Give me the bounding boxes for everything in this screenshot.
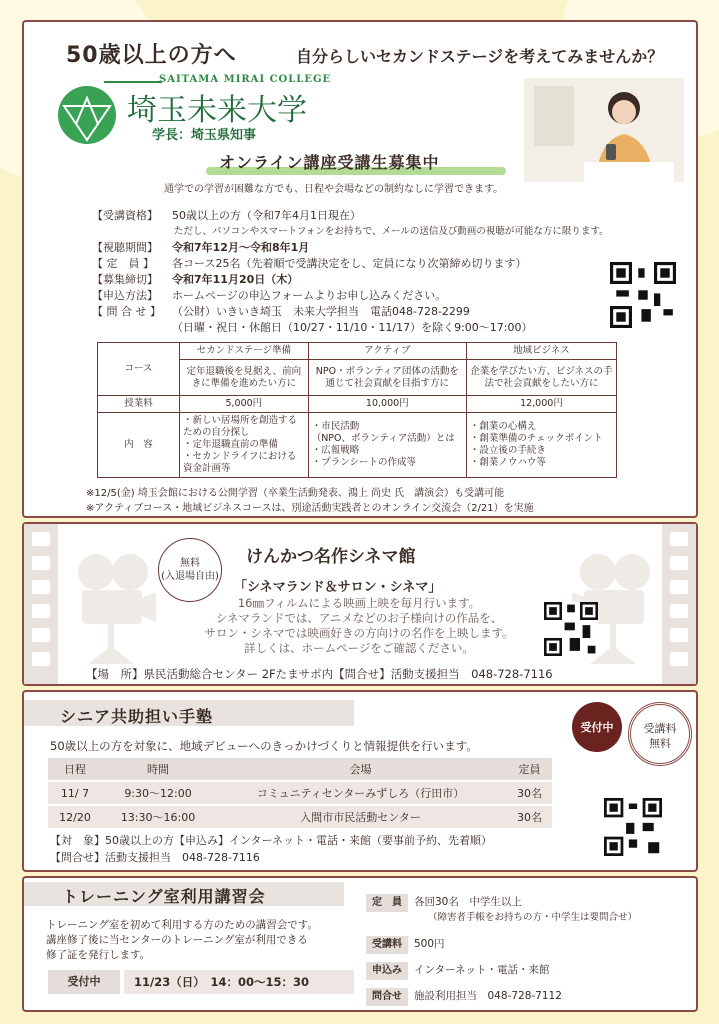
course-fee: 5,000円 [180,396,309,413]
content-item: ・創業ノウハウ等 [469,457,546,468]
column-header: 定員 [507,758,552,780]
course-target: NPO・ボランティア団体の活動を通じて社会貢献を目指す方に [308,360,466,396]
body-line: シネマランドでは、アニメなどのお子様向けの作品を、 [215,611,503,625]
course-label: コース [98,343,180,396]
training-body [46,918,366,963]
free-fee-badge [628,702,692,766]
info-row [92,304,609,320]
info-row [92,288,609,304]
cinema-subtitle: 「シネマランド＆サロン・シネマ」 [234,580,442,595]
info-row [366,894,637,923]
course-table [97,342,617,478]
film-strip [662,524,696,684]
body-line: 16㎜フィルムによる映画上映を毎月行います。 [237,596,481,610]
info-label: 申込み [366,962,408,980]
college-line [104,81,162,83]
film-projector-icon [68,546,158,666]
qr-code-icon[interactable] [604,798,662,856]
woman-with-phone-photo [524,78,684,182]
info-value: 50歳以上の方（令和7年4月1日現在） [172,209,361,222]
info-note: （障害者手帳をお持ちの方・中学生は要問合せ） [428,912,638,923]
info-row [366,936,445,954]
online-intro: 通学での学習が困難な方でも、日程や会場などの制約なしに学習できます。 [164,184,504,195]
training-date: 11/23（日） 14：00～15：30 [124,970,354,994]
cinema-panel [22,522,698,686]
footer-line: 【問合せ】活動支援担当 048-728-7116 [50,851,260,864]
cinema-title: けんかつ名作シネマ館 [246,547,416,567]
info-value: 各コース25名（先着順で受講決定をし、定員になり次第締め切ります） [172,257,527,270]
senior-title: シニア共助担い手塾 [60,707,214,726]
column-header: 日程 [48,758,102,780]
info-label: 問合せ [366,988,408,1006]
info-label: 【視聴期間】 [92,241,158,254]
content-item: ・定年退職直前の準備 [183,439,279,450]
info-row [92,256,609,272]
table-row [48,806,552,828]
course-fee-row [98,396,617,413]
info-row [366,962,550,980]
badge-line: 無料 [180,558,200,569]
body-line: サロン・シネマでは映画好きの方向けの名作を上映します。 [204,626,514,640]
course-fee: 12,000円 [466,396,616,413]
cinema-body [164,596,554,656]
table-cell: 12/20 [48,806,102,828]
qr-code-icon[interactable] [610,262,676,328]
table-cell: 30名 [507,782,552,804]
college-president: 学長：埼玉県知事 [152,128,257,143]
headline-subtitle: 自分らしいセカンドステージを考えてみませんか？ [296,47,664,66]
course-fee: 10,000円 [308,396,466,413]
info-value: 各回30名 中学生以上 [414,896,522,908]
online-course-title: オンライン講座受講生募集中 [219,153,440,172]
college-logo-icon [56,84,118,146]
content-item: ・設立後の手続き [469,445,546,456]
table-cell: 13:30～16:00 [102,806,214,828]
info-row [92,272,609,288]
table-cell: コミュニティセンターみずしろ（行田市） [214,782,507,804]
fee-label: 授業料 [98,396,180,413]
accepting-badge: 受付中 [572,702,622,752]
training-room-panel [22,876,698,1012]
senior-mutual-aid-panel [22,690,698,872]
senior-intro: 50歳以上の方を対象に、地域デビューへのきっかけづくりと情報提供を行います。 [50,739,478,753]
college-name-en: SAITAMA MIRAI COLLEGE [159,74,332,85]
college-name-jp: 埼玉未来大学 [127,93,307,128]
table-cell: 9:30～12:00 [102,782,214,804]
application-info [92,208,609,336]
badge-line: 無料 [649,737,671,750]
schedule-header-row [48,758,552,780]
table-row [48,782,552,804]
info-value: ホームページの申込フォームよりお申し込みください。 [172,289,447,302]
headline-age: 50歳以上の方へ [66,43,237,68]
qr-code-icon[interactable] [544,602,598,656]
info-value: （公財）いきいき埼玉 未来大学担当 電話048-728-2299 [172,305,470,318]
senior-footer [50,832,492,866]
course-name: セカンドステージ準備 [180,343,309,360]
course-content [180,413,309,478]
content-item: （NPO、ボランティア活動）とは [311,433,455,444]
course-name: アクティブ [308,343,466,360]
info-label: 【 問 合 せ 】 [92,305,161,318]
footer-line: 【対 象】50歳以上の方【申込み】インターネット・電話・来館（要事前予約、先着順） [50,834,493,847]
body-line: 修了証を発行します。 [46,949,151,961]
course-content-row [98,413,617,478]
body-line: トレーニング室を初めて利用する方のための講習会です。 [46,919,318,931]
free-admission-badge [158,538,222,602]
cinema-footer: 【場 所】県民活動総合センター 2Fたまサポ内【問合せ】活動支援担当 048-728-7116 [86,667,553,681]
info-row [92,240,609,256]
body-line: 講座修了後に当センターのトレーニング室が利用できる [46,934,308,946]
table-cell: 11/ 7 [48,782,102,804]
content-item: ・広報戦略 [311,445,360,456]
info-note: ただし、パソコンやスマートフォンをお持ちで、メールの送信及び動画の視聴が可能な方に限ります。 [174,226,609,237]
info-row [92,208,609,224]
body-line: 詳しくは、ホームページをご確認ください。 [244,641,474,655]
info-label: 【募集締切】 [92,273,158,286]
table-cell: 30名 [507,806,552,828]
badge-line: (入退場自由) [161,571,219,582]
course-content [308,413,466,478]
footnotes [86,486,534,516]
footnote: ※アクティブコース・地域ビジネスコースは、別途活動実践者とのオンライン交流会（2/21）を実施 [86,503,534,514]
course-target: 企業を学びたい方、ビジネスの手法で社会貢献をしたい方に [466,360,616,396]
info-value: 500円 [414,938,445,950]
content-item: ・セカンドライフにおける資金計画等 [183,451,297,474]
course-name: 地域ビジネス [466,343,616,360]
content-item: ・プランシートの作成等 [311,457,416,468]
footnote: ※12/5(金) 埼玉会館における公開学習（卒業生活動発表、鴻上 尚史 氏 講演会）も受講可能 [86,488,505,499]
film-strip [24,524,58,684]
column-header: 時間 [102,758,214,780]
info-label: 受講料 [366,936,408,954]
column-header: 会場 [214,758,507,780]
schedule-table [48,756,552,830]
info-value: （日曜・祝日・休館日（10/27・11/10・11/17）を除く9:00～17:00） [172,321,533,334]
info-value: インターネット・電話・来館 [414,964,550,976]
info-value: 令和7年11月20日（木） [172,273,299,286]
training-title: トレーニング室利用講習会 [62,887,266,906]
course-target: 定年退職後を見据え、前向きに準備を進めたい方に [180,360,309,396]
info-row [366,988,562,1006]
date-label: 受付中 [48,970,120,994]
course-content [466,413,616,478]
info-label: 【申込方法】 [92,289,158,302]
table-cell: 入間市市民活動センター [214,806,507,828]
content-label: 内 容 [98,413,180,478]
info-label: 定 員 [366,894,408,912]
course-header-row [98,343,617,360]
content-item: ・市民活動 [311,421,360,432]
info-label: 【 定 員 】 [92,257,154,270]
content-item: ・創業の心構え [469,421,537,432]
badge-line: 受講料 [643,722,677,735]
info-row [92,224,609,240]
info-value: 令和7年12月～令和8年1月 [172,241,310,254]
info-value: 施設利用担当 048-728-7112 [414,990,562,1002]
info-label: 【受講資格】 [92,209,158,222]
info-row [92,320,609,336]
content-item: ・新しい居場所を創造するための自分探し [183,415,298,438]
mirai-college-panel [22,20,698,518]
content-item: ・創業準備のチェックポイント [469,433,603,444]
